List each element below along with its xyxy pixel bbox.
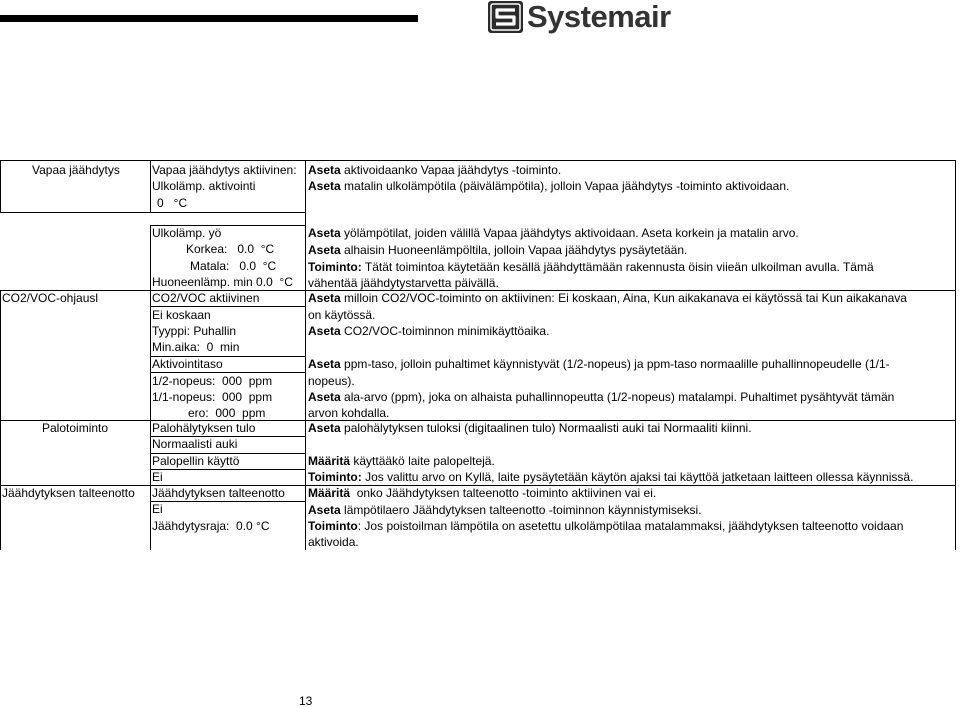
note-keyword: Aseta (308, 243, 341, 257)
co2-voc-note (308, 323, 549, 339)
free-cooling-setting: Vapaa jäähdytys aktiivinen: (152, 163, 297, 177)
note-keyword: Aseta (308, 324, 341, 338)
fire-setting: Ei (152, 470, 163, 484)
note-text: arvon kohdalla. (308, 406, 390, 420)
note-text: ppm-taso, jolloin puhaltimet käynnistyvät (1/2-nopeus) ja ppm-taso normaalille puhallinnopeudelle (1/1- (340, 357, 890, 371)
note-keyword: Määritä (308, 486, 351, 500)
note-text: aktivoidaanko Vapaa jäähdytys -toiminto. (340, 163, 562, 177)
note-text: palohälytyksen tuloksi (digitaalinen tulo) Normaalisti auki tai Normaaliti kiinni. (340, 421, 752, 435)
fire-setting: Normaalisti auki (152, 437, 238, 451)
night-cooling-setting: Ulkolämp. yö (152, 226, 222, 240)
free-cooling-setting: Ulkolämp. aktivointi (152, 179, 256, 193)
note-text: nopeus). (308, 374, 355, 388)
table-border (955, 160, 956, 550)
cooling-recovery-note (308, 534, 359, 550)
co2-voc-note (308, 290, 907, 306)
note-text: matalin ulkolämpötila (päivälämpötila), jolloin Vapaa jäähdytys -toiminto aktivoidaan. (340, 179, 790, 193)
co2-voc-setting: Ei koskaan (152, 308, 211, 322)
co2-voc-note (308, 307, 375, 323)
co2-voc-note (308, 405, 389, 421)
night-cooling-note (308, 242, 687, 258)
co2-voc-label: CO2/VOC-ohjausl (2, 291, 99, 305)
table-border (150, 160, 151, 212)
cooling-recovery-label: Jäähdytyksen talteenotto (2, 486, 135, 500)
table-border (0, 212, 305, 213)
cooling-recovery-note (308, 485, 656, 501)
co2-voc-setting: CO2/VOC aktiivinen (152, 291, 260, 305)
night-cooling-note (308, 275, 499, 291)
note-text: lämpötilaero Jäähdytyksen talteenotto -toiminnon käynnistymiseksi. (340, 503, 702, 517)
note-keyword: Aseta (308, 291, 341, 305)
note-text: Tätät toimintoa käytetään kesällä jäähdyttämään rakennusta öisin viieän ulkoilman avulla. Tämä (361, 260, 874, 274)
table-border (0, 160, 1, 212)
night-cooling-setting-room-min: Huoneenlämp. min 0.0 °C (152, 275, 293, 289)
note-keyword: Toiminto: (308, 260, 362, 274)
cooling-recovery-setting: Jäähdytyksen talteenotto (152, 486, 285, 500)
co2-voc-note (308, 389, 894, 405)
page-number: 13 (299, 694, 313, 707)
cooling-recovery-setting: Ei (152, 502, 163, 516)
note-keyword: Määritä (308, 454, 351, 468)
fire-note (308, 420, 752, 436)
co2-voc-setting: Tyyppi: Puhallin (152, 324, 237, 338)
cooling-recovery-note (308, 518, 903, 534)
night-cooling-note (308, 225, 799, 241)
free-cooling-setting-value: 0 °C (157, 196, 188, 210)
note-text: aktivoida. (308, 535, 359, 549)
night-cooling-setting-high: Korkea: 0.0 °C (186, 242, 275, 256)
note-text: on käytössä. (308, 308, 376, 322)
co2-voc-note (308, 356, 890, 372)
note-text: CO2/VOC-toiminnon minimikäyttöaika. (340, 324, 550, 338)
note-text: : Jos poistoilman lämpötila on asetettu ulkolämpötilaa matalammaksi, jäähdytyksen talteenotto voidaan (357, 519, 904, 533)
free-cooling-note (308, 162, 561, 178)
fire-setting: Palohälytyksen tulo (152, 421, 256, 435)
note-keyword: Toiminto: (308, 470, 362, 484)
note-text: yölämpötilat, joiden välillä Vapaa jäähdytys aktivoidaan. Aseta korkein ja matalin arvo. (340, 226, 799, 240)
note-keyword: Aseta (308, 357, 341, 371)
note-keyword: Aseta (308, 503, 341, 517)
note-keyword: Aseta (308, 226, 341, 240)
systemair-logo-icon (486, 0, 526, 36)
fire-setting: Palopellin käyttö (152, 454, 240, 468)
note-keyword: Aseta (308, 163, 341, 177)
header-rule (0, 15, 418, 22)
note-text: vähentää jäähdytystarvetta päivällä. (308, 276, 499, 290)
logo-wordmark: Systemair (527, 0, 671, 34)
note-text: onko Jäähdytyksen talteenotto -toiminto aktiivinen vai ei. (350, 486, 657, 500)
free-cooling-note (308, 178, 789, 194)
note-keyword: Aseta (308, 179, 341, 193)
note-keyword: Toiminto (308, 519, 358, 533)
note-keyword: Aseta (308, 421, 341, 435)
fire-note (308, 453, 495, 469)
fire-label: Palotoiminto (42, 421, 109, 435)
co2-voc-setting: Min.aika: 0 min (152, 340, 240, 354)
night-cooling-note (308, 259, 874, 275)
note-text: milloin CO2/VOC-toiminto on aktiivinen: Ei koskaan, Aina, Kun aikakanava ei käytössä tai Kun aikakanava (340, 291, 907, 305)
co2-voc-setting: Aktivointitaso (152, 357, 223, 371)
co2-voc-setting: 1/1-nopeus: 000 ppm (152, 390, 273, 404)
cooling-recovery-note (308, 502, 702, 518)
night-cooling-setting-low: Matala: 0.0 °C (190, 259, 277, 273)
co2-voc-setting-difference: ero: 000 ppm (188, 406, 266, 420)
co2-voc-setting: 1/2-nopeus: 000 ppm (152, 374, 273, 388)
table-border (150, 501, 305, 502)
table-border (305, 160, 306, 550)
free-cooling-label: Vapaa jäähdytys (32, 163, 120, 177)
fire-note (308, 469, 913, 485)
note-text: alhaisin Huoneenlämpöltila, jolloin Vapaa jäähdytys pysäytetään. (340, 243, 688, 257)
note-text: ala-arvo (ppm), joka on alhaista puhallinnopeutta (1/2-nopeus) matalampi. Puhaltimet pysähtyvät tämän (340, 390, 895, 404)
note-text: käyttääkö laite palopeltejä. (350, 454, 495, 468)
note-keyword: Aseta (308, 390, 341, 404)
table-border (150, 469, 305, 470)
note-text: Jos valittu arvo on Kyllä, laite pysäytetään käytön ajaksi tai käyttöä jatketaan laitteen ollessa käynnissä. (361, 470, 914, 484)
cooling-recovery-setting: Jäähdytysraja: 0.0 °C (152, 519, 270, 533)
co2-voc-note (308, 373, 355, 389)
table-border (0, 160, 956, 161)
